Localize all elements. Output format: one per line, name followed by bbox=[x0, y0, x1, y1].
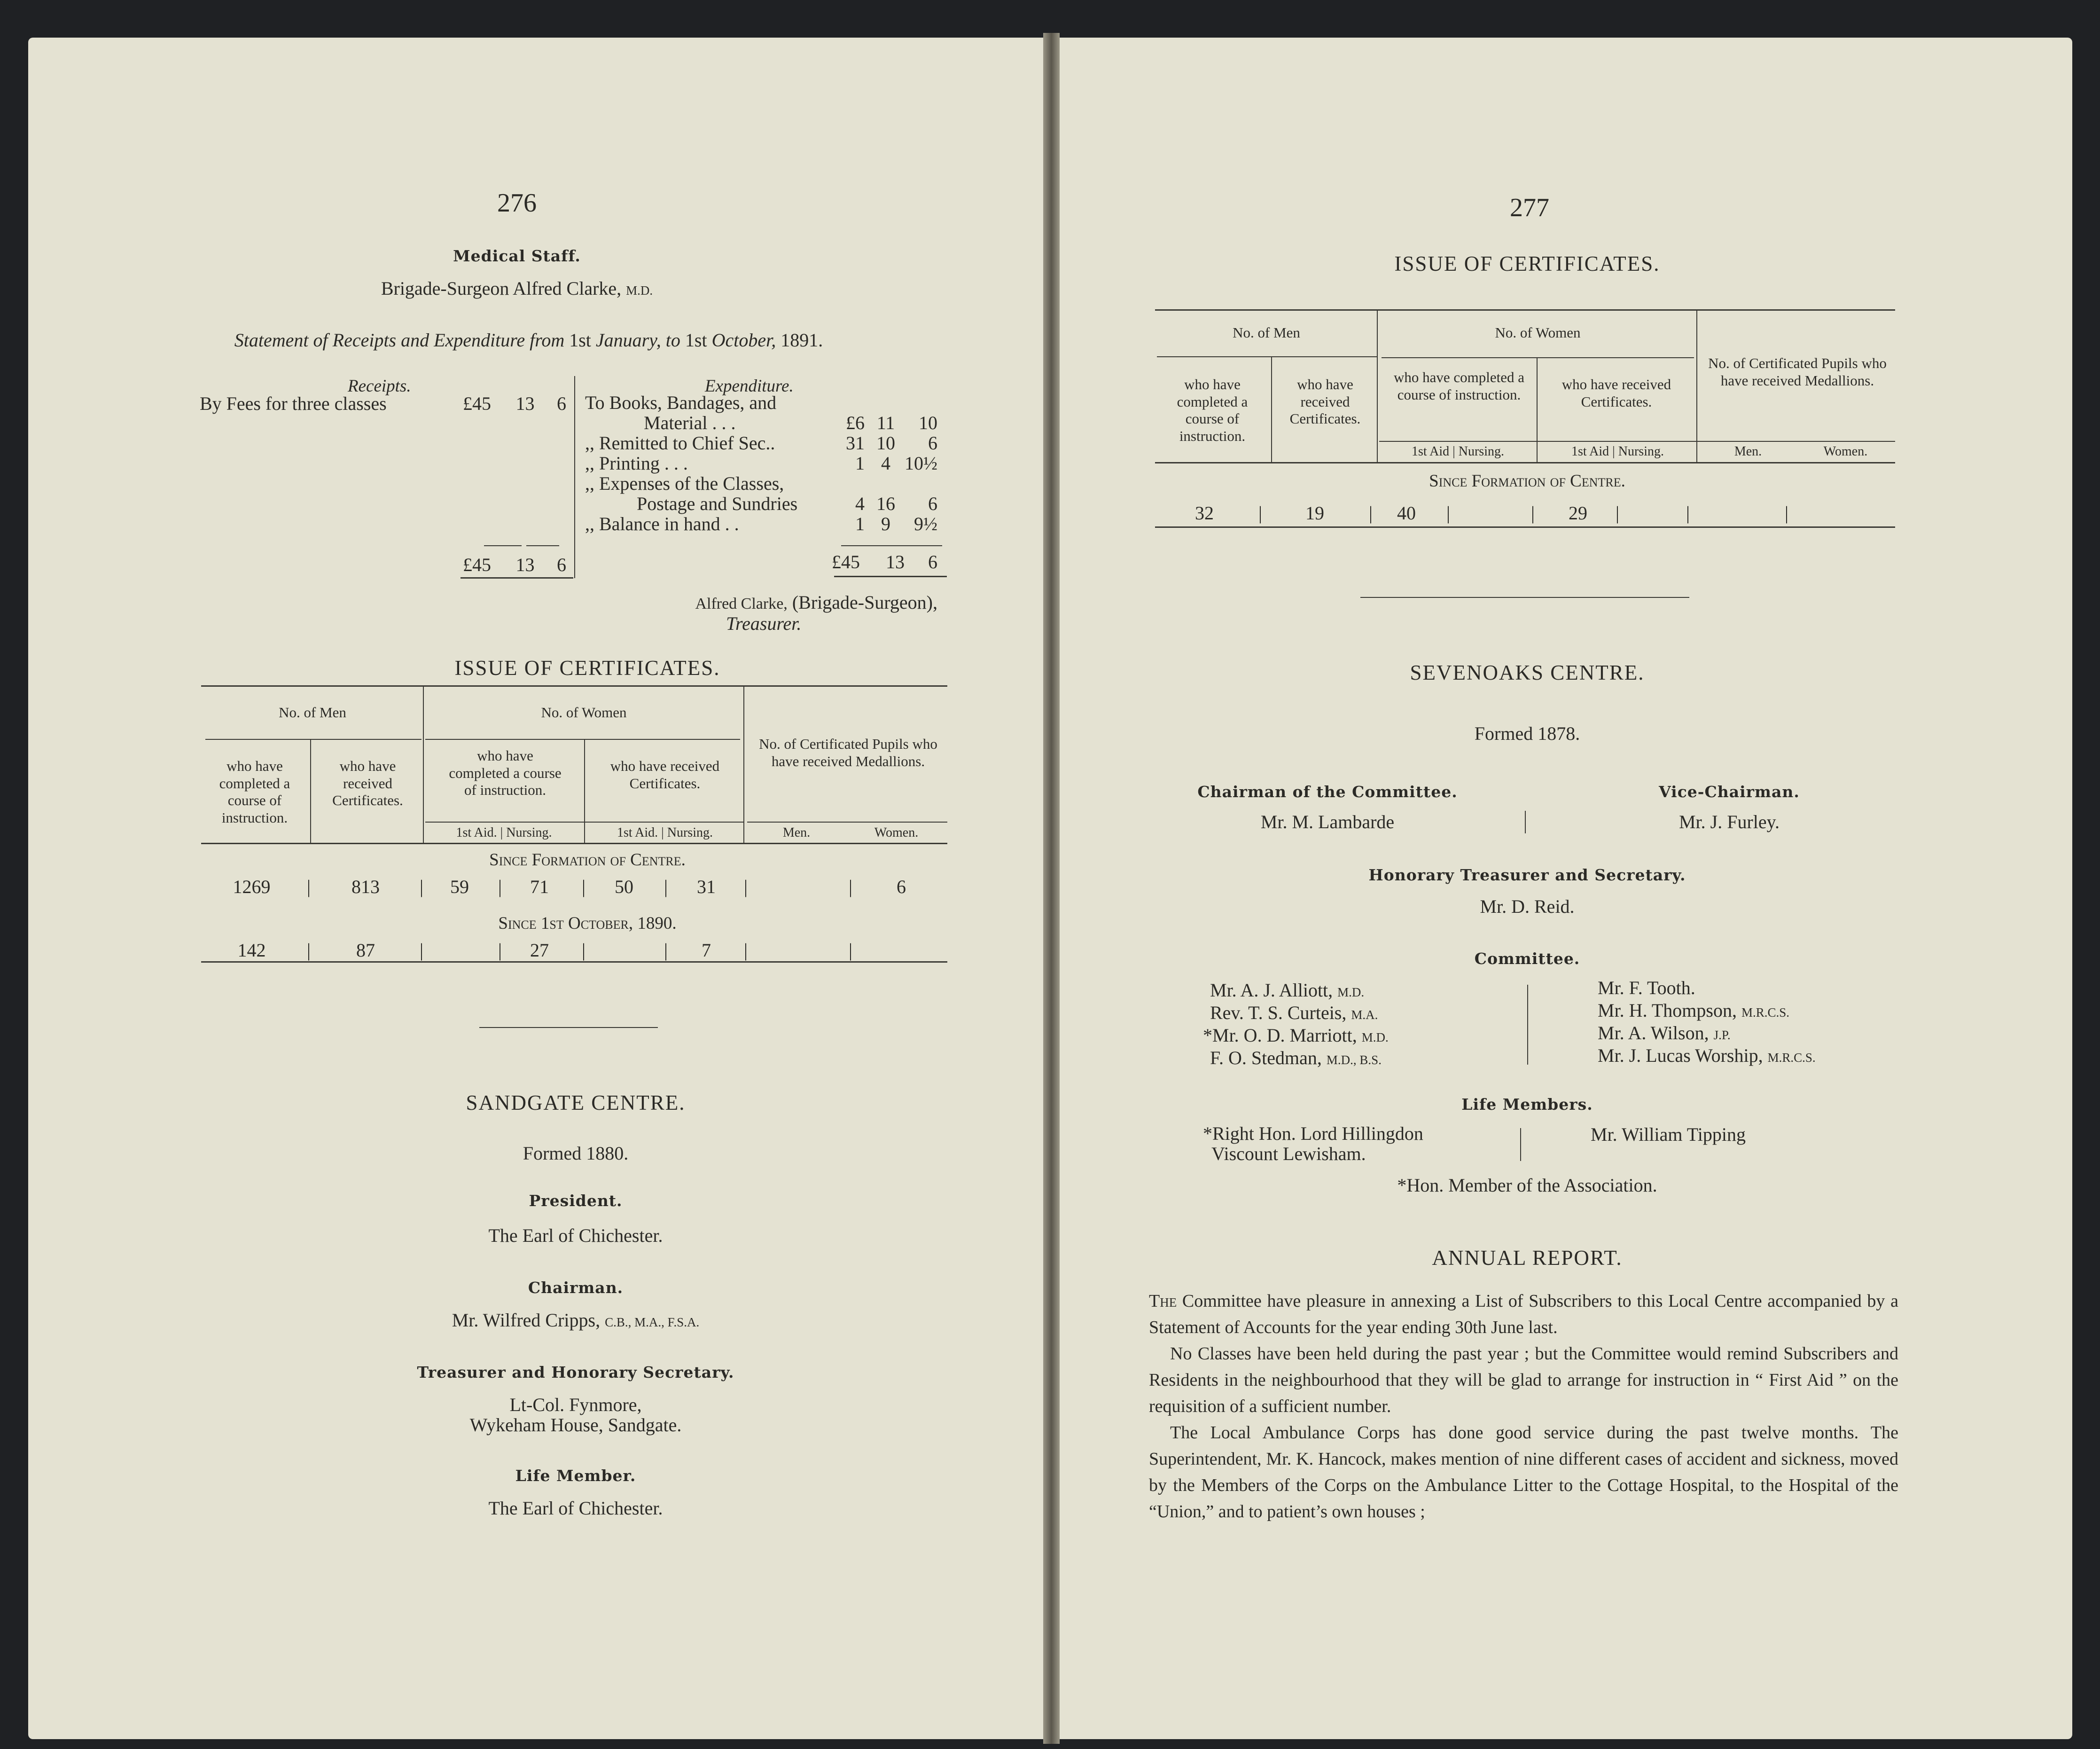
col-medallions: No. of Certificated Pupils who have received Medallions. bbox=[1708, 355, 1887, 389]
committee-heading: Committee. bbox=[1474, 949, 1580, 968]
list-item: Mr. F. Tooth. bbox=[1598, 977, 1695, 998]
page-number: 277 bbox=[1510, 193, 1549, 222]
table-rule bbox=[1157, 356, 1377, 357]
life-member-heading: Life Member. bbox=[515, 1467, 636, 1485]
column-divider bbox=[1527, 985, 1528, 1065]
list-item: Viscount Lewisham. bbox=[1211, 1143, 1366, 1164]
receipts-amount: £45 13 6 bbox=[463, 393, 566, 414]
table-row: 142 | 87 | | 27 | | 7 | | bbox=[237, 940, 853, 961]
band-since-october: Since 1st October, 1890. bbox=[498, 914, 677, 933]
table-row: 32 | 19 | 40 | | 29 | | | bbox=[1195, 502, 1789, 524]
annual-report-heading: ANNUAL REPORT. bbox=[1432, 1246, 1623, 1270]
rule bbox=[841, 545, 942, 546]
report-paragraph: The Local Ambulance Corps has done good service during the past twelve months. The Superintendent, Mr. K. Hancock, makes mention of nine different cases of accident and sickness, moved by the Members of the Corps on the Ambulance Litter to the Cottage Hospital, to the Hospital of the “Union,” and to patient’s own houses ; bbox=[1149, 1423, 1898, 1522]
col-women-received: who have received Certificates. bbox=[1561, 376, 1671, 410]
table-divider bbox=[1271, 356, 1272, 462]
table-rule bbox=[1382, 357, 1694, 358]
treasurer-signature: Alfred Clarke, (Brigade-Surgeon), bbox=[695, 592, 937, 613]
sevenoaks-formed: Formed 1878. bbox=[1474, 723, 1580, 744]
col-women-received: who have received Certificates. bbox=[610, 758, 720, 792]
column-divider bbox=[1520, 1128, 1521, 1161]
receipts-heading: Receipts. bbox=[348, 376, 411, 396]
medical-staff-heading: Medical Staff. bbox=[453, 247, 581, 265]
col-women-completed: who have completed a course of instruction. bbox=[449, 747, 562, 799]
table-rule bbox=[205, 739, 422, 740]
life-member-name: The Earl of Chichester. bbox=[488, 1498, 663, 1519]
medical-staff-name: Brigade-Surgeon Alfred Clarke, M.D. bbox=[381, 278, 653, 299]
col-men-completed: who have completed a course of instruction. bbox=[219, 758, 290, 826]
section-separator bbox=[1360, 597, 1689, 598]
list-item: *Mr. O. D. Marriott, M.D. bbox=[1203, 1025, 1389, 1046]
table-rule bbox=[1155, 309, 1895, 311]
table-divider bbox=[423, 685, 424, 843]
table-rule bbox=[1155, 526, 1895, 528]
col-men-received: who have received Certificates. bbox=[332, 758, 403, 809]
committee-left bbox=[1151, 980, 1443, 1070]
band-since-formation: Since Formation of Centre. bbox=[1429, 471, 1625, 491]
treasurer-heading: Treasurer and Honorary Secretary. bbox=[417, 1363, 734, 1381]
list-item: Mr. A. Wilson, J.P. bbox=[1598, 1022, 1731, 1043]
list-item: Mr. J. Lucas Worship, M.R.C.S. bbox=[1598, 1045, 1816, 1066]
rule bbox=[484, 545, 522, 546]
expenditure-items: To Books, Bandages, and Material . . . £6 11 10 ,, Remitted to Chief Sec.. 31 10 6 ,, Printing . . . 1 4 10½ ,, Expenses of the Classes, Postage and Sundries 4 16 6 ,, Balance in hand . . 1 9 9½ bbox=[585, 392, 937, 534]
sub-first-aid-nursing: 1st Aid | Nursing. bbox=[1571, 444, 1664, 459]
report-paragraph: No Classes have been held during the past year ; but the Committee would remind Subscribers and Residents in the neighbourhood that they will be glad to arrange for instruction in “ First Aid ” on the requisition of a sufficient number. bbox=[1149, 1344, 1898, 1416]
expenditure-total: £45 13 6 bbox=[832, 551, 937, 573]
table-divider bbox=[1696, 309, 1697, 462]
rule bbox=[526, 545, 559, 546]
table-divider bbox=[584, 739, 585, 843]
table-rule bbox=[201, 843, 947, 844]
list-item: Mr. H. Thompson, M.R.C.S. bbox=[1598, 1000, 1790, 1021]
column-divider bbox=[1525, 811, 1526, 833]
table-rule bbox=[1379, 441, 1895, 442]
col-men-received: who have received Certificates. bbox=[1289, 376, 1361, 427]
table-divider bbox=[1377, 309, 1378, 462]
statement-title: Statement of Receipts and Expenditure from 1st January, to 1st October, 1891. bbox=[234, 329, 823, 351]
committee-right bbox=[1598, 978, 1903, 1068]
vice-chairman-heading: Vice-Chairman. bbox=[1659, 783, 1800, 801]
book-gutter bbox=[1043, 33, 1060, 1744]
table-rule bbox=[1155, 462, 1895, 463]
account-divider bbox=[574, 376, 575, 578]
col-women-completed: who have completed a course of instruction. bbox=[1393, 369, 1525, 403]
col-head-women: No. of Women bbox=[1495, 324, 1581, 341]
treasurer-title: Treasurer. bbox=[726, 613, 802, 634]
chairman-name: Mr. M. Lambarde bbox=[1260, 811, 1395, 832]
table-rule bbox=[425, 822, 743, 823]
footnote: *Hon. Member of the Association. bbox=[1397, 1175, 1657, 1196]
chairman-heading: Chairman of the Committee. bbox=[1197, 783, 1458, 801]
chairman-heading: Chairman. bbox=[528, 1278, 624, 1297]
page-number: 276 bbox=[497, 188, 537, 218]
col-head-men: No. of Men bbox=[279, 704, 346, 721]
table-row: 1269 | 813 | 59 | 71 | 50 | 31 | | 6 bbox=[233, 876, 906, 897]
list-item: Mr. A. J. Alliott, M.D. bbox=[1210, 980, 1365, 1001]
table-divider bbox=[310, 739, 311, 843]
certificates-title: ISSUE OF CERTIFICATES. bbox=[1394, 252, 1660, 275]
table-rule bbox=[747, 822, 947, 823]
sevenoaks-title: SEVENOAKS CENTRE. bbox=[1410, 661, 1645, 684]
band-since-formation: Since Formation of Centre. bbox=[489, 850, 686, 870]
table-divider bbox=[1537, 357, 1538, 462]
president-name: The Earl of Chichester. bbox=[488, 1225, 663, 1246]
table-rule bbox=[425, 739, 740, 740]
report-paragraph: The Committee have pleasure in annexing a List of Subscribers to this Local Centre accompanied by a Statement of Accounts for the year ending 30th June last. bbox=[1149, 1291, 1898, 1337]
col-medallions: No. of Certificated Pupils who have received Medallions. bbox=[759, 736, 937, 769]
sandgate-title: SANDGATE CENTRE. bbox=[466, 1091, 686, 1114]
sub-first-aid-nursing: 1st Aid. | Nursing. bbox=[617, 825, 713, 840]
rule bbox=[834, 576, 947, 577]
receipts-total: £45 13 6 bbox=[463, 554, 566, 575]
sub-first-aid-nursing: 1st Aid. | Nursing. bbox=[456, 825, 552, 840]
president-heading: President. bbox=[529, 1192, 623, 1210]
sub-women: Women. bbox=[1823, 444, 1868, 459]
table-rule bbox=[201, 685, 947, 687]
list-item: F. O. Stedman, M.D., B.S. bbox=[1210, 1047, 1382, 1068]
chairman-name: Mr. Wilfred Cripps, C.B., M.A., F.S.A. bbox=[452, 1310, 700, 1331]
vice-chairman-name: Mr. J. Furley. bbox=[1678, 811, 1780, 832]
sub-first-aid-nursing: 1st Aid | Nursing. bbox=[1412, 444, 1504, 459]
life-members-left bbox=[1203, 1123, 1504, 1164]
treasurer-line2: Wykeham House, Sandgate. bbox=[469, 1414, 682, 1435]
life-members-right: Mr. William Tipping bbox=[1591, 1124, 1746, 1145]
section-separator bbox=[479, 1027, 658, 1028]
treasurer-name: Mr. D. Reid. bbox=[1480, 896, 1575, 917]
list-item: Rev. T. S. Curteis, M.A. bbox=[1210, 1002, 1378, 1023]
sub-men: Men. bbox=[782, 825, 811, 840]
table-divider bbox=[743, 685, 744, 843]
col-men-completed: who have completed a course of instruction. bbox=[1177, 376, 1248, 444]
receipts-line: By Fees for three classes bbox=[200, 393, 387, 414]
sub-women: Women. bbox=[874, 825, 919, 840]
sub-men: Men. bbox=[1734, 444, 1762, 459]
treasurer-heading: Honorary Treasurer and Secretary. bbox=[1368, 866, 1686, 884]
treasurer-line1: Lt-Col. Fynmore, bbox=[509, 1394, 642, 1415]
table-rule bbox=[201, 961, 947, 963]
rule bbox=[461, 577, 573, 579]
life-members-heading: Life Members. bbox=[1461, 1095, 1593, 1114]
col-head-men: No. of Men bbox=[1233, 324, 1300, 341]
expenditure-heading: Expenditure. bbox=[705, 376, 794, 396]
list-item: *Right Hon. Lord Hillingdon bbox=[1203, 1123, 1423, 1144]
sandgate-formed: Formed 1880. bbox=[523, 1143, 629, 1164]
certificates-title: ISSUE OF CERTIFICATES. bbox=[454, 656, 720, 680]
col-head-women: No. of Women bbox=[541, 704, 627, 721]
report-body bbox=[1149, 1288, 1898, 1525]
